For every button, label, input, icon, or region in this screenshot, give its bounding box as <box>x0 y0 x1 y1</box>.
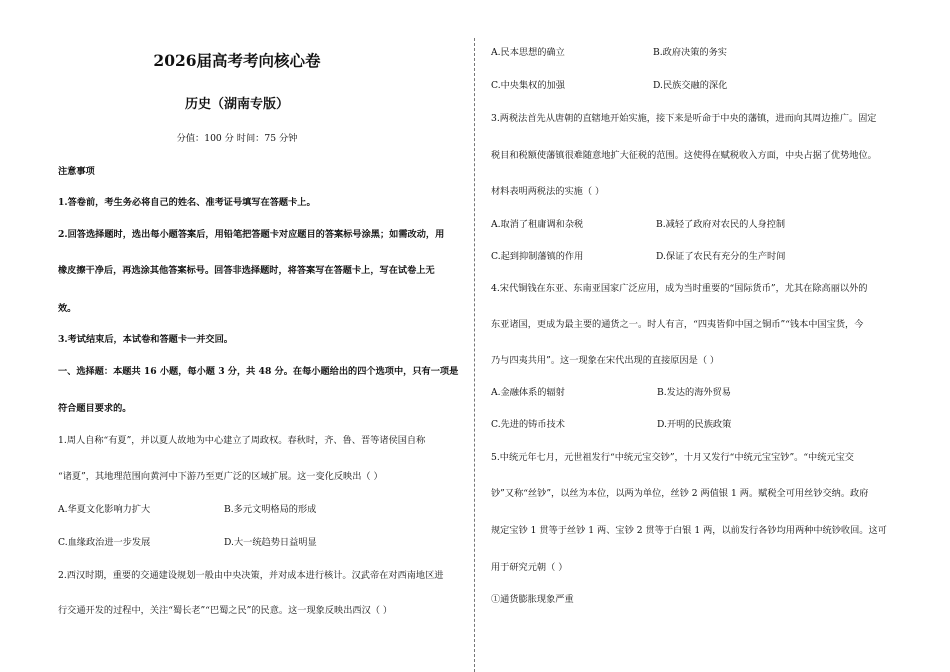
q3-line-3: 材料表明两税法的实施（ ） <box>491 186 605 197</box>
note-item-2-line-1: 2.回答选择题时，选出每小题答案后，用铅笔把答题卡对应题目的答案标号涂黑；如需改动，用 <box>58 229 445 240</box>
q5-line-3: 规定宝钞 1 贯等于丝钞 1 两、宝钞 2 贯等于白银 1 两，以前发行各钞均用两种中统钞收回。这可 <box>491 525 887 536</box>
q3-option-c: C.起到抑制藩镇的作用 <box>491 251 584 262</box>
q1-option-d: D.大一统趋势日益明显 <box>224 537 317 548</box>
q2-option-c: C.中央集权的加强 <box>491 80 565 91</box>
note-item-3: 3.考试结束后，本试卷和答题卡一并交回。 <box>58 334 233 345</box>
q5-line-4: 用于研究元朝（ ） <box>491 562 568 573</box>
q3-option-a: A.取消了租庸调和杂税 <box>491 219 584 230</box>
q4-line-2: 东亚诸国，更成为最主要的通货之一。时人有言，“四夷皆仰中国之铜币”“钱本中国宝货，今 <box>491 319 864 330</box>
q4-line-1: 4.宋代铜钱在东亚、东南亚国家广泛应用，成为当时重要的“国际货币”，尤其在除高丽以外的 <box>491 283 868 294</box>
exam-title: 2026届高考考向核心卷 <box>153 51 321 70</box>
exam-subtitle: 历史（湖南专版） <box>184 97 289 112</box>
section-1-line-2: 符合题目要求的。 <box>58 403 132 414</box>
q4-option-d: D.开明的民族政策 <box>657 419 732 430</box>
q5-line-1: 5.中统元年七月，元世祖发行“中统元宝交钞”，十月又发行“中统元宝宝钞”。“中统元宝交 <box>491 452 854 463</box>
q3-option-d: D.保证了农民有充分的生产时间 <box>656 251 786 262</box>
q3-line-1: 3.两税法首先从唐朝的直辖地开始实施，接下来是听命于中央的藩镇，进而向其周边推广。固定 <box>491 113 877 124</box>
note-item-1: 1.答卷前，考生务必将自己的姓名、准考证号填写在答题卡上。 <box>58 197 316 208</box>
q4-option-c: C.先进的铸币技术 <box>491 419 565 430</box>
column-divider <box>474 38 475 672</box>
notes-heading: 注意事项 <box>58 166 95 177</box>
q2-option-d: D.民族交融的深化 <box>653 80 728 91</box>
q4-line-3: 乃与四夷共用”。这一现象在宋代出现的直接原因是（ ） <box>491 355 720 366</box>
note-item-2-line-2: 橡皮擦干净后，再选涂其他答案标号。回答非选择题时，将答案写在答题卡上，写在试卷上无 <box>58 265 435 276</box>
q2-option-a: A.民本思想的确立 <box>491 47 565 58</box>
q4-option-a: A.金融体系的辐射 <box>491 387 565 398</box>
q5-item-1: ①通货膨胀现象严重 <box>491 594 574 605</box>
q1-option-b: B.多元文明格局的形成 <box>224 504 317 515</box>
note-item-2-line-3: 效。 <box>58 303 77 314</box>
q4-option-b: B.发达的海外贸易 <box>657 387 731 398</box>
q1-line-1: 1.周人自称“有夏”，并以夏人故地为中心建立了周政权。春秋时，齐、鲁、晋等诸侯国自称 <box>58 435 426 446</box>
q2-line-2: 行交通开发的过程中，关注“蜀长老”“巴蜀之民”的民意。这一现象反映出西汉（ ） <box>58 605 393 616</box>
q1-option-c: C.血缘政治进一步发展 <box>58 537 151 548</box>
exam-meta: 分值：100 分 时间：75 分钟 <box>176 133 298 144</box>
q2-line-1: 2.西汉时期，重要的交通建设规划一般由中央决策，并对成本进行核计。汉武帝在对西南地区进 <box>58 570 444 581</box>
q2-option-b: B.政府决策的务实 <box>653 47 727 58</box>
q5-line-2: 钞”又称“丝钞”，以丝为本位，以两为单位，丝钞 2 两值银 1 两。赋税全可用丝钞交纳。政府 <box>491 488 869 499</box>
section-1-line-1: 一、选择题：本题共 16 小题，每小题 3 分，共 48 分。在每小题给出的四个选项中，只有一项是 <box>58 366 459 377</box>
q3-line-2: 税目和税额使藩镇很难随意地扩大征税的范围。这使得在赋税收入方面，中央占据了优势地位。 <box>491 150 877 161</box>
q1-line-2: “诸夏”，其地理范围向黄河中下游乃至更广泛的区域扩展。这一变化反映出（ ） <box>58 471 383 482</box>
q3-option-b: B.减轻了政府对农民的人身控制 <box>656 219 786 230</box>
q1-option-a: A.华夏文化影响力扩大 <box>58 504 151 515</box>
